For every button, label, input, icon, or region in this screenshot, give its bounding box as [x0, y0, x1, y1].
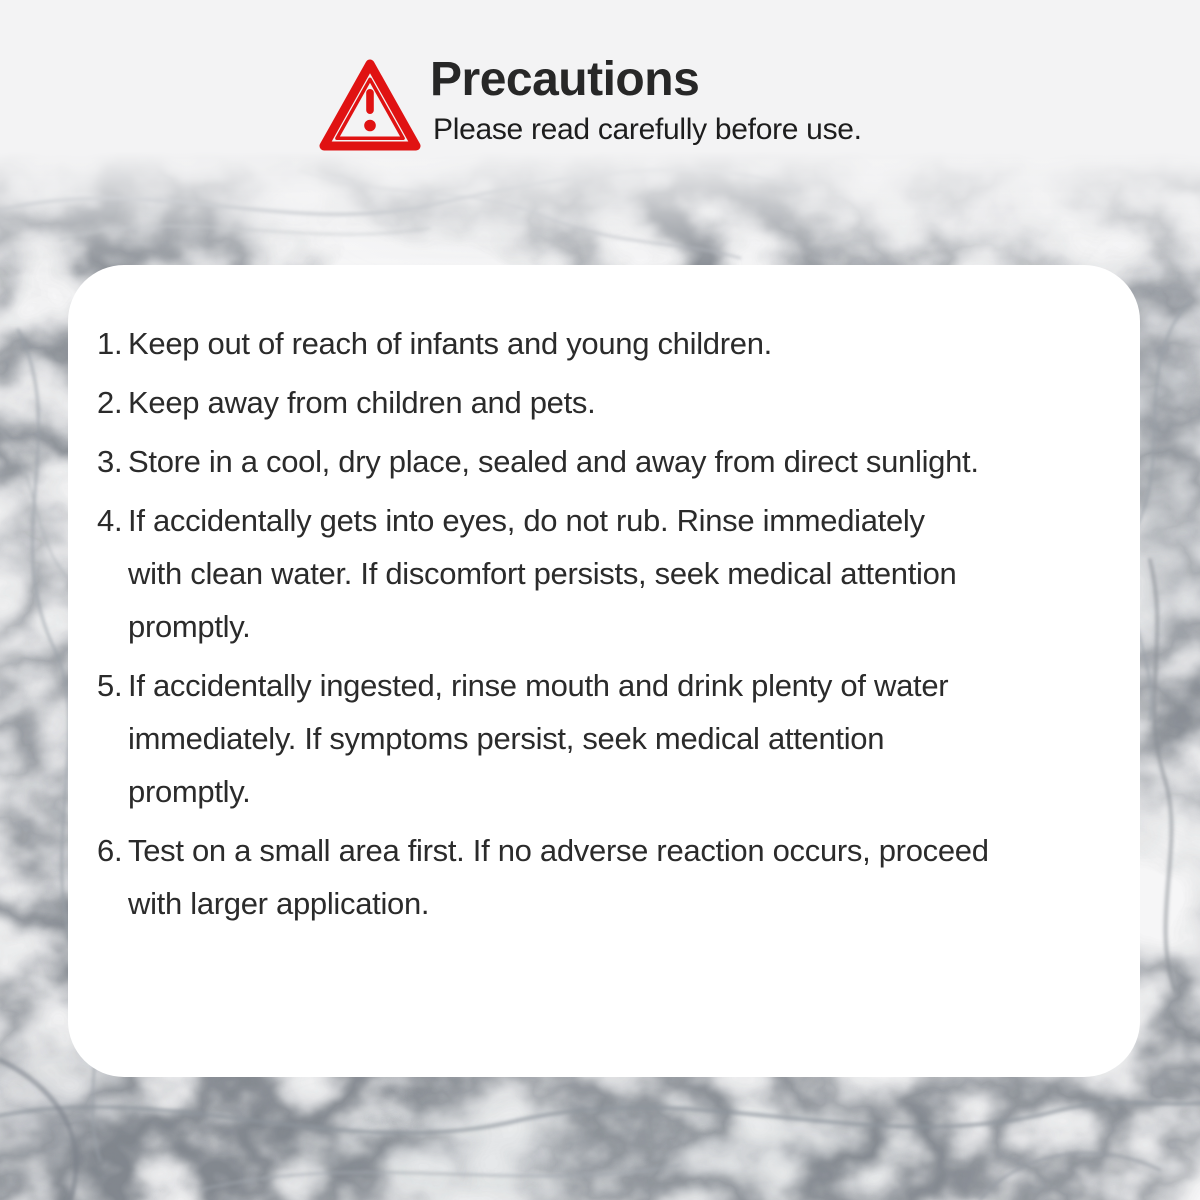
header [0, 0, 1200, 170]
exclamation-dot [364, 120, 376, 132]
list-item-text: If accidentally gets into eyes, do not rub. Rinse immediately with clean water. If discomfort persists, seek medical attention promptly. [128, 503, 957, 644]
list-item-text: Keep out of reach of infants and young children. [128, 326, 772, 361]
list-item-number: 1. [97, 326, 123, 361]
list-item-number: 3. [97, 444, 123, 479]
list-item [97, 659, 1116, 818]
precautions-list [68, 265, 1140, 930]
list-item-number: 4. [97, 503, 123, 538]
precautions-card [68, 265, 1140, 1077]
list-item [97, 376, 1116, 429]
page-title: Precautions [430, 53, 700, 106]
list-item [97, 317, 1116, 370]
list-item-text: Test on a small area first. If no adverse reaction occurs, proceed with larger application. [128, 833, 989, 921]
list-item-text: Store in a cool, dry place, sealed and away from direct sunlight. [128, 444, 979, 479]
list-item [97, 494, 1116, 653]
list-item-text: If accidentally ingested, rinse mouth and drink plenty of water immediately. If symptoms persist, seek medical attention promptly. [128, 668, 949, 809]
warning-triangle-icon [318, 56, 422, 154]
list-item [97, 824, 1116, 930]
list-item-number: 2. [97, 385, 123, 420]
list-item-number: 5. [97, 668, 123, 703]
exclamation-bar [366, 89, 374, 114]
list-item-text: Keep away from children and pets. [128, 385, 596, 420]
list-item [97, 435, 1116, 488]
page-subtitle: Please read carefully before use. [433, 113, 862, 146]
list-item-number: 6. [97, 833, 123, 868]
